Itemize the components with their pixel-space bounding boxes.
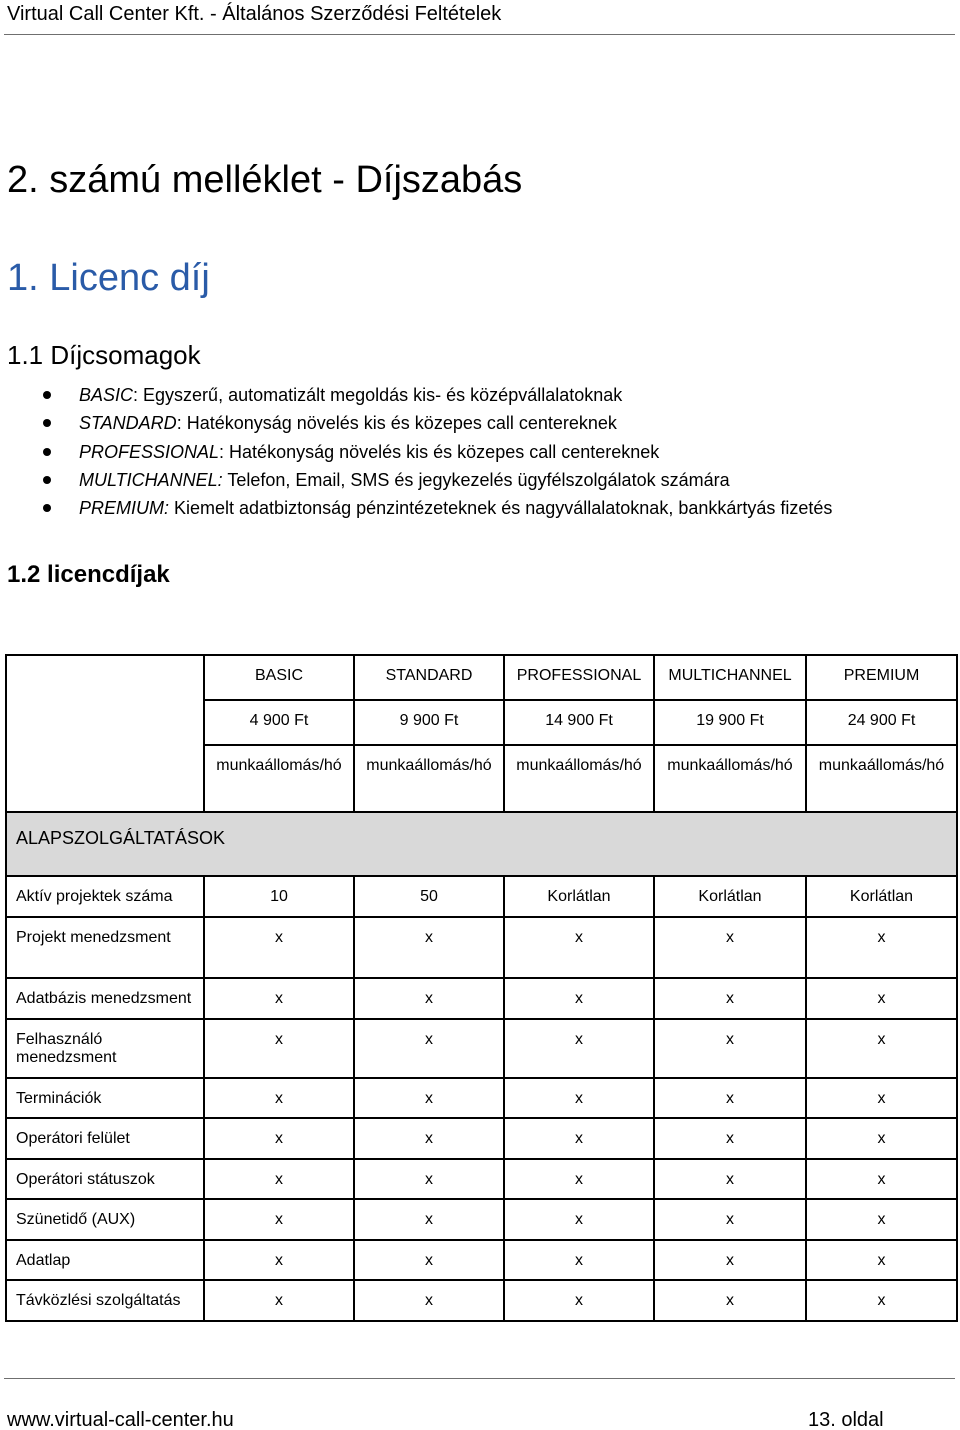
package-name: MULTICHANNEL: — [79, 469, 223, 490]
feature-row — [6, 1280, 957, 1321]
bullet-icon — [43, 448, 51, 456]
page-header-title: Virtual Call Center Kft. - Általános Szerződési Feltételek — [7, 3, 502, 25]
feature-value: x — [504, 1159, 654, 1199]
plan-price-cell: 24 900 Ft — [806, 700, 957, 745]
feature-value: x — [654, 1019, 806, 1078]
feature-value: x — [504, 917, 654, 978]
feature-value: 10 — [204, 876, 354, 917]
feature-value: x — [204, 978, 354, 1019]
package-description: Telefon, Email, SMS és jegykezelés ügyfélszolgálatok számára — [222, 469, 730, 490]
feature-name: Adatbázis menedzsment — [6, 978, 204, 1019]
feature-value: x — [354, 1118, 504, 1159]
plan-unit-cell: munkaállomás/hó — [204, 745, 354, 812]
footer-rule — [4, 1378, 955, 1379]
feature-name: Terminációk — [6, 1078, 204, 1118]
feature-value: x — [354, 1240, 504, 1280]
feature-value: x — [654, 1280, 806, 1321]
plan-price-cell: 4 900 Ft — [204, 700, 354, 745]
plan-name-cell: BASIC — [204, 655, 354, 700]
feature-value: x — [354, 1199, 504, 1240]
feature-row — [6, 978, 957, 1019]
section-heading-licence: 1. Licenc díj — [7, 257, 210, 299]
package-item — [0, 494, 960, 522]
document-title: 2. számú melléklet - Díjszabás — [7, 159, 523, 201]
header-rule — [4, 34, 955, 35]
feature-row — [6, 1159, 957, 1199]
plan-unit-cell: munkaállomás/hó — [654, 745, 806, 812]
feature-value: x — [806, 978, 957, 1019]
plan-name-cell: PROFESSIONAL — [504, 655, 654, 700]
feature-value: x — [654, 978, 806, 1019]
table-corner-cell — [6, 655, 204, 812]
bullet-icon — [43, 419, 51, 427]
subsection-heading-packages: 1.1 Díjcsomagok — [7, 340, 201, 370]
feature-row — [6, 876, 957, 917]
feature-value: x — [654, 1240, 806, 1280]
feature-value: x — [204, 917, 354, 978]
plan-price-cell: 19 900 Ft — [654, 700, 806, 745]
package-item — [0, 438, 960, 466]
feature-row — [6, 1240, 957, 1280]
feature-value: x — [204, 1280, 354, 1321]
package-list — [0, 381, 960, 522]
feature-value: x — [806, 1159, 957, 1199]
feature-value: x — [654, 917, 806, 978]
plan-name-cell: STANDARD — [354, 655, 504, 700]
feature-name: Távközlési szolgáltatás — [6, 1280, 204, 1321]
feature-value: 50 — [354, 876, 504, 917]
feature-value: x — [504, 978, 654, 1019]
feature-name: Szünetidő (AUX) — [6, 1199, 204, 1240]
feature-value: x — [504, 1118, 654, 1159]
feature-value: x — [654, 1118, 806, 1159]
group-row — [6, 812, 957, 876]
package-item — [0, 381, 960, 409]
package-name: STANDARD — [79, 413, 177, 434]
feature-value: x — [354, 1280, 504, 1321]
feature-value: x — [354, 1159, 504, 1199]
plan-name-cell: MULTICHANNEL — [654, 655, 806, 700]
feature-name: Operátori státuszok — [6, 1159, 204, 1199]
feature-value: x — [204, 1078, 354, 1118]
feature-value: x — [504, 1019, 654, 1078]
pricing-table — [5, 654, 958, 1322]
feature-value: x — [504, 1280, 654, 1321]
plan-unit-cell: munkaállomás/hó — [806, 745, 957, 812]
feature-value: Korlátlan — [654, 876, 806, 917]
package-item — [0, 409, 960, 437]
plan-price-cell: 9 900 Ft — [354, 700, 504, 745]
feature-value: x — [504, 1078, 654, 1118]
plan-unit-cell: munkaállomás/hó — [354, 745, 504, 812]
plan-price-cell: 14 900 Ft — [504, 700, 654, 745]
feature-value: x — [504, 1240, 654, 1280]
bullet-icon — [43, 504, 51, 512]
bullet-icon — [43, 476, 51, 484]
pricing-table-body — [6, 655, 957, 1321]
feature-name: Projekt menedzsment — [6, 917, 204, 978]
feature-row — [6, 1019, 957, 1078]
package-name: BASIC — [79, 385, 134, 405]
package-description: : Egyszerű, automatizált megoldás kis- és középvállalatoknak — [133, 385, 623, 405]
feature-value: x — [806, 1240, 957, 1280]
group-title: ALAPSZOLGÁLTATÁSOK — [6, 812, 957, 876]
feature-value: Korlátlan — [806, 876, 957, 917]
feature-value: x — [354, 978, 504, 1019]
feature-row — [6, 1199, 957, 1240]
package-name: PREMIUM: — [79, 498, 169, 518]
feature-value: x — [654, 1159, 806, 1199]
feature-value: x — [654, 1199, 806, 1240]
feature-row — [6, 1078, 957, 1118]
feature-row — [6, 1118, 957, 1159]
feature-value: x — [504, 1199, 654, 1240]
footer-page-number: 13. oldal — [808, 1409, 884, 1430]
subsection-heading-licence-fees: 1.2 licencdíjak — [7, 561, 170, 588]
feature-value: x — [806, 917, 957, 978]
package-item — [0, 466, 960, 494]
feature-value: x — [806, 1118, 957, 1159]
feature-value: x — [806, 1280, 957, 1321]
feature-value: x — [204, 1019, 354, 1078]
feature-value: x — [354, 1078, 504, 1118]
feature-value: x — [806, 1078, 957, 1118]
plan-header-row — [6, 655, 957, 700]
feature-value: x — [806, 1019, 957, 1078]
feature-row — [6, 917, 957, 978]
package-description: Kiemelt adatbiztonság pénzintézeteknek és nagyvállalatoknak, bankkártyás fizetés — [169, 498, 833, 518]
feature-value: x — [204, 1240, 354, 1280]
feature-value: x — [806, 1199, 957, 1240]
footer-website: www.virtual-call-center.hu — [7, 1409, 234, 1430]
feature-name: Adatlap — [6, 1240, 204, 1280]
feature-value: x — [654, 1078, 806, 1118]
bullet-icon — [43, 391, 51, 399]
plan-name-cell: PREMIUM — [806, 655, 957, 700]
feature-value: Korlátlan — [504, 876, 654, 917]
feature-name: Aktív projektek száma — [6, 876, 204, 917]
feature-value: x — [354, 917, 504, 978]
package-name: PROFESSIONAL — [79, 441, 220, 462]
package-description: : Hatékonyság növelés kis és közepes call centereknek — [176, 413, 617, 434]
feature-value: x — [354, 1019, 504, 1078]
feature-name: Operátori felület — [6, 1118, 204, 1159]
feature-name: Felhasználó menedzsment — [6, 1019, 204, 1078]
feature-value: x — [204, 1118, 354, 1159]
feature-value: x — [204, 1159, 354, 1199]
feature-value: x — [204, 1199, 354, 1240]
package-description: : Hatékonyság növelés kis és közepes call centereknek — [219, 441, 660, 462]
plan-unit-cell: munkaállomás/hó — [504, 745, 654, 812]
